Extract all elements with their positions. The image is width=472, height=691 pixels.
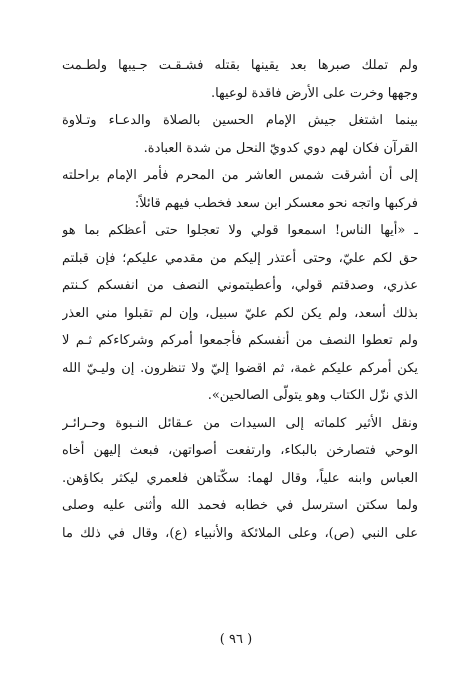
text-line: بينما اشتغل جيش الإمام الحسين بالصلاة والدعـاء وتـلاوة — [62, 113, 418, 128]
paragraph-sermon-quote — [62, 217, 418, 410]
text-line: فركبها واتجه نحو معسكر ابن سعد فخطب فيهم قائلاً: — [134, 195, 418, 211]
text-line: يكن أمركم عليكم غمة، ثم اقضوا إليّ ولا تنظرون. إن وليـيّ الله — [62, 360, 418, 376]
text-line: حق لكم عليّ، وحتى أعتذر إليكم من مقدمي عليكم؛ فإن قبلتم — [62, 250, 418, 266]
text-line: ـ «أيها الناس! اسمعوا قولي ولا تعجلوا حتى أعظكم بما هو — [62, 223, 418, 238]
text-line: عذري، وصدقتم قولي، وأعطيتموني النصف من انفسكم كـنتم — [62, 278, 418, 293]
paragraph-continued-sermon — [62, 492, 418, 547]
text-line: على النبي (ص)، وعلى الملائكة والأنبياء (ع)، وقال في ذلك ما — [62, 525, 418, 541]
document-page — [62, 52, 418, 652]
text-line: ونقل الأثير كلماته إلى السيدات من عـقائل النـبوة وحـرائـر — [62, 415, 418, 431]
text-line: ولم تملك صبرها بعد يقينها بقتله فشـقـت جـيبها ولطـمت — [62, 58, 418, 73]
text-line: إلى أن أشرقت شمس العاشر من المحرم فأمر الإمام براحلته — [62, 168, 418, 183]
text-line: الذي نزّل الكتاب وهو يتولّى الصالحين». — [207, 388, 418, 403]
text-line: العباس وابنه علياً، وقال لهما: سكّتاهن فلعمري ليكثر بكاؤهن. — [62, 470, 418, 486]
text-line: وجهها وخرت على الأرض فاقدة لوعيها. — [210, 85, 418, 101]
text-line: الوحي فتصارخن بالبكاء، وارتفعت أصواتهن، فبعث إليهن أخاه — [62, 443, 418, 458]
paragraph-women-weeping — [62, 410, 418, 493]
paragraph-army-prayer — [62, 107, 418, 162]
paragraph-tenth-muharram — [62, 162, 418, 217]
text-line: القرآن فكان لهم دوي كدويّ النحل من شدة العبادة. — [143, 140, 418, 156]
text-line: بذلك أسعد، ولم يكن لكم عليّ سبيل، وإن لم تقبلوا مني العذر — [62, 305, 418, 321]
page-number: ( ٩٦ ) — [219, 632, 253, 647]
text-line: ولم تعطوا النصف من أنفسكم فأجمعوا أمركم وشركاءكم ثـم لا — [62, 333, 418, 348]
paragraph-wife-grief — [62, 52, 418, 107]
text-line: ولما سكتن استرسل في خطابه فحمد الله وأثنى عليه وصلى — [62, 498, 418, 513]
